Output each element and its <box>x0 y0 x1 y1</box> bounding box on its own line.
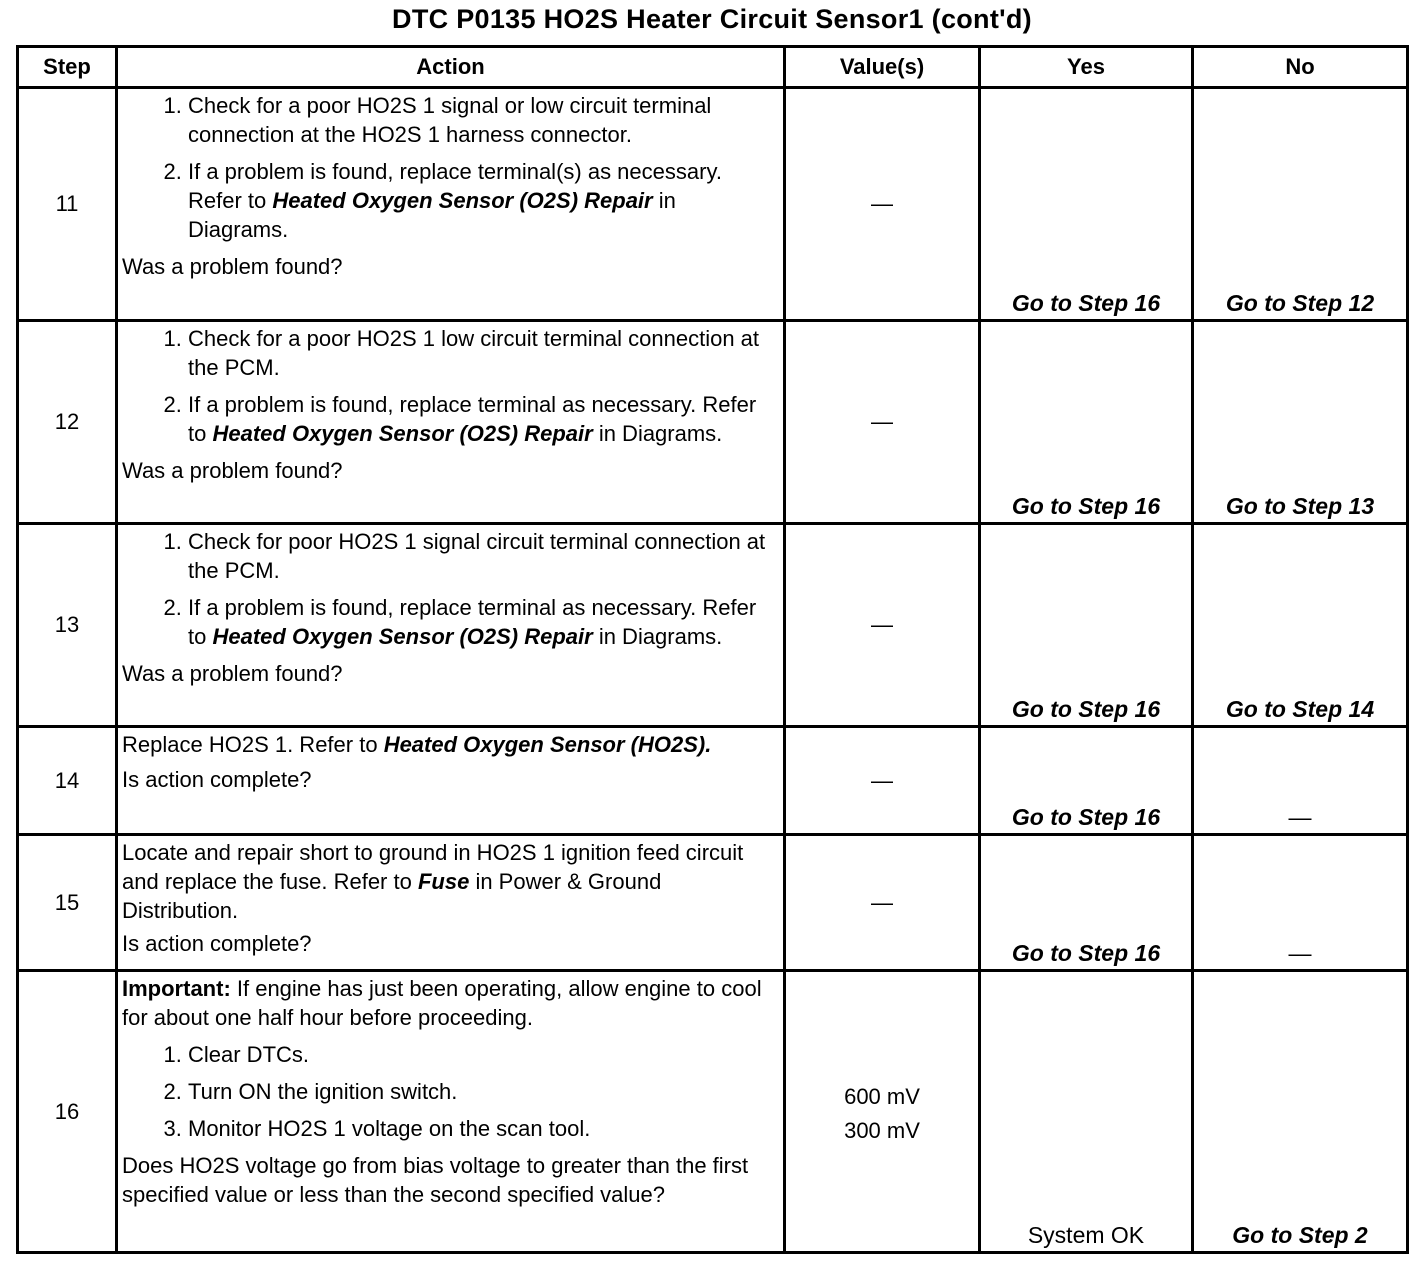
no-cell <box>1193 971 1408 1253</box>
action-item: 3. Monitor HO2S 1 voltage on the scan tool. <box>188 1114 777 1143</box>
step-link: Go to Step 16 <box>1011 804 1161 830</box>
question: Is action complete? <box>122 931 312 956</box>
table-row <box>18 88 1408 321</box>
action-cell: Locate and repair short to ground in HO2S 1 ignition feed circuit and replace the fuse. Refer to Fuse in Power & Ground Distribution. Is action complete? <box>117 835 785 971</box>
table-row <box>18 727 1408 835</box>
action-item: 2. Turn ON the ignition switch. <box>188 1077 777 1106</box>
step-number: 16 <box>18 971 117 1253</box>
page-title: DTC P0135 HO2S Heater Circuit Sensor1 (cont'd) <box>392 4 1032 34</box>
table-row <box>18 835 1408 971</box>
action-item: 2. If a problem is found, replace terminal(s) as necessary. Refer to Heated Oxygen Sensor (O2S) Repair in Diagrams. <box>188 157 777 244</box>
step-header: Step <box>18 47 117 88</box>
value-cell <box>785 971 980 1253</box>
value-cell: — <box>785 88 980 321</box>
yes-cell <box>980 321 1193 524</box>
table-row <box>18 321 1408 524</box>
action-header: Action <box>117 47 785 88</box>
action-item: 1. Clear DTCs. <box>188 1040 777 1069</box>
step-link: Go to Step 16 <box>1011 940 1161 966</box>
action-item: 2. If a problem is found, replace terminal as necessary. Refer to Heated Oxygen Sensor (O2S) Repair in Diagrams. <box>188 593 777 651</box>
value-cell: — <box>785 524 980 727</box>
action-item: 2. If a problem is found, replace terminal as necessary. Refer to Heated Oxygen Sensor (O2S) Repair in Diagrams. <box>188 390 777 448</box>
step-link: Go to Step 16 <box>1011 696 1161 722</box>
yes-cell <box>980 524 1193 727</box>
action-item: 1. Check for a poor HO2S 1 low circuit terminal connection at the PCM. <box>188 324 777 382</box>
value-cell: — <box>785 835 980 971</box>
action-cell <box>117 321 785 524</box>
no-header: No <box>1193 47 1408 88</box>
no-cell <box>1193 88 1408 321</box>
action-item: 1. Check for a poor HO2S 1 signal or low circuit terminal connection at the HO2S 1 harness connector. <box>188 91 777 149</box>
yes-cell <box>980 727 1193 835</box>
value-item: 600 mV <box>844 1083 920 1109</box>
value-cell: — <box>785 321 980 524</box>
question: Is action complete? <box>122 767 312 792</box>
step-link: Go to Step 16 <box>1011 290 1161 316</box>
step-link: Go to Step 13 <box>1225 493 1375 519</box>
step-number: 15 <box>18 835 117 971</box>
yes-cell: System OK <box>980 971 1193 1253</box>
step-link: Go to Step 16 <box>1011 493 1161 519</box>
action-cell: Replace HO2S 1. Refer to Heated Oxygen Sensor (HO2S). Is action complete? <box>117 727 785 835</box>
step-link: Go to Step 14 <box>1225 696 1375 722</box>
step-number: 12 <box>18 321 117 524</box>
no-cell <box>1193 321 1408 524</box>
dtc-table <box>16 45 1409 1254</box>
action-cell <box>117 524 785 727</box>
step-link: Go to Step 2 <box>1232 1222 1368 1248</box>
header-row <box>18 47 1408 88</box>
action-cell: Important: If engine has just been operating, allow engine to cool for about one half hour before proceeding. 1. Clear DTCs. 2. Turn ON the ignition switch. 3. Monitor HO2S 1 voltage on the scan tool. Does HO2S voltage go from bias voltage to greater than the first specified value or less than the second specified value? <box>117 971 785 1253</box>
question: Was a problem found? <box>122 254 343 279</box>
yes-header: Yes <box>980 47 1193 88</box>
values-header: Value(s) <box>785 47 980 88</box>
step-link: Go to Step 12 <box>1225 290 1375 316</box>
step-number: 13 <box>18 524 117 727</box>
yes-cell <box>980 835 1193 971</box>
yes-cell <box>980 88 1193 321</box>
table-row <box>18 524 1408 727</box>
action-item: 1. Check for poor HO2S 1 signal circuit terminal connection at the PCM. <box>188 527 777 585</box>
table-row <box>18 971 1408 1253</box>
step-number: 14 <box>18 727 117 835</box>
no-cell <box>1193 524 1408 727</box>
value-item: 300 mV <box>844 1117 920 1143</box>
action-cell <box>117 88 785 321</box>
no-cell: — <box>1193 727 1408 835</box>
no-cell: — <box>1193 835 1408 971</box>
question: Does HO2S voltage go from bias voltage to greater than the first specified value or less than the second specified value? <box>122 1153 749 1207</box>
important-label: Important: <box>122 976 231 1001</box>
question: Was a problem found? <box>122 661 343 686</box>
step-number: 11 <box>18 88 117 321</box>
question: Was a problem found? <box>122 458 343 483</box>
value-cell: — <box>785 727 980 835</box>
